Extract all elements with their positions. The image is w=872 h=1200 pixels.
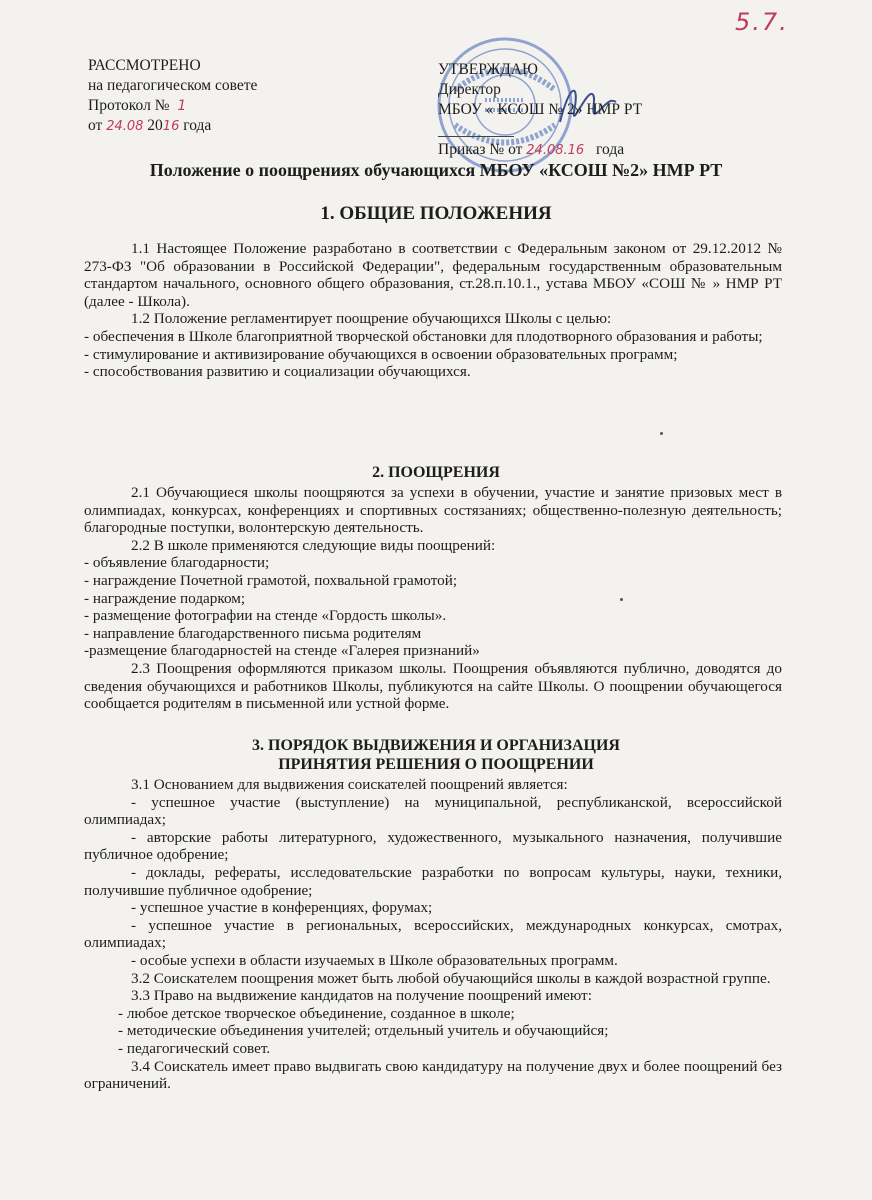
- section1-paragraph-1-1: 1.1 Настоящее Положение разработано в соответствии с Федеральным законом от 29.12.2012 № 273-ФЗ "Об образовании в Российской Федерации", федеральным государственным образовательным стандартом начального, основного общего образования, ст.28.п.10.1., устава МБОУ «СОШ № » НМР РТ (далее - Школа).: [84, 240, 782, 310]
- order-line: Приказ № от 24.08.16 года: [438, 141, 625, 158]
- council-label: на педагогическом совете: [88, 77, 258, 94]
- list-item: - награждение Почетной грамотой, похвальной грамотой;: [84, 571, 458, 589]
- protocol-number-handwritten: 1: [177, 98, 187, 114]
- protocol-line: Протокол № 1: [88, 97, 187, 114]
- section1-body: [84, 240, 782, 381]
- section3-body: [84, 776, 782, 1093]
- paper-speck: [620, 598, 623, 601]
- section3-heading: 3. ПОРЯДОК ВЫДВИЖЕНИЯ И ОРГАНИЗАЦИЯ ПРИНЯТИЯ РЕШЕНИЯ О ПООЩРЕНИИ: [252, 737, 620, 773]
- order-date-handwritten: 24.08.16: [526, 143, 585, 158]
- list-item: - обеспечения в Школе благоприятной творческой обстановки для плодотворного образования и работы;: [84, 327, 763, 345]
- list-item: - способствования развитию и социализации обучающихся.: [84, 363, 471, 381]
- section3-paragraph-3-2: 3.2 Соискателем поощрения может быть любой обучающийся школы в каждой возрастной группе.: [131, 969, 771, 987]
- director-label: Директор: [438, 81, 501, 98]
- list-item: - успешное участие (выступление) на муниципальной, республиканской, всероссийской олимпиадах;: [84, 793, 782, 829]
- list-item: - методические объединения учителей; отдельный учитель и обучающийся;: [118, 1022, 609, 1040]
- list-item: - любое детское творческое объединение, созданное в школе;: [118, 1004, 515, 1022]
- section2-paragraph-2-1: 2.1 Обучающиеся школы поощряются за успехи в обучении, участие и занятие призовых мест в олимпиадах, конкурсах, конференциях и спортивных состязаниях; общественно-полезную деятельность; благородные поступки, волонтерскую деятельность.: [84, 484, 782, 537]
- approve-label: УТВЕРЖДАЮ: [438, 61, 538, 78]
- approval-block-right: [438, 60, 642, 160]
- list-item: - авторские работы литературного, художественного, музыкального назначения, получившие публичное одобрение;: [84, 828, 782, 864]
- section1-paragraph-1-2: 1.2 Положение регламентирует поощрение обучающихся Школы с целью:: [131, 310, 612, 328]
- section2-paragraph-2-3: 2.3 Поощрения оформляются приказом школы. Поощрения объявляются публично, доводятся до сведения обучающихся и работников Школы, публикуются на сайте Школы. О поощрении обучающегося сообщается родителям в письменной или устной форме.: [84, 659, 782, 713]
- handwritten-page-number: 5.7.: [735, 8, 789, 36]
- protocol-year-handwritten: 16: [162, 119, 180, 134]
- list-item: - особые успехи в области изучаемых в Школе образовательных программ.: [131, 951, 618, 969]
- section3-paragraph-3-3: 3.3 Право на выдвижение кандидатов на получение поощрений имеют:: [131, 987, 592, 1005]
- paper-speck: [660, 432, 663, 435]
- section3-paragraph-3-4: 3.4 Соискатель имеет право выдвигать свою кандидатуру на получение двух и более поощрений без ограничений.: [84, 1057, 782, 1093]
- list-item: - награждение подарком;: [84, 589, 246, 607]
- section2-paragraph-2-2: 2.2 В школе применяются следующие виды поощрений:: [131, 536, 496, 554]
- section1-heading: 1. ОБЩИЕ ПОЛОЖЕНИЯ: [320, 203, 552, 224]
- list-item: - объявление благодарности;: [84, 554, 270, 572]
- list-item: - размещение фотографии на стенде «Гордость школы».: [84, 607, 447, 625]
- section3-paragraph-3-1: 3.1 Основанием для выдвижения соискателей поощрений является:: [131, 776, 568, 793]
- list-item: - успешное участие в региональных, всероссийских, международных конкурсах, смотрах, олимпиадах;: [84, 916, 782, 952]
- signature-line: [438, 136, 514, 137]
- reviewed-label: РАССМОТРЕНО: [88, 57, 201, 74]
- list-item: - направление благодарственного письма родителям: [84, 624, 422, 642]
- protocol-date-handwritten: 24.08: [106, 119, 144, 134]
- list-item: -размещение благодарностей на стенде «Галерея признаний»: [84, 642, 480, 660]
- section2-heading: 2. ПООЩРЕНИЯ: [372, 464, 500, 481]
- approval-block-left: [88, 56, 257, 137]
- list-item: - доклады, рефераты, исследовательские разработки по вопросам культуры, науки, техники, получившие публичное одобрение;: [84, 863, 782, 899]
- list-item: - успешное участие в конференциях, форумах;: [131, 899, 433, 917]
- list-item: - стимулирование и активизирование обучающихся в освоении образовательных программ;: [84, 345, 678, 363]
- section2-body: [84, 484, 782, 713]
- protocol-date-line: от 24.08 2016 года: [88, 117, 212, 134]
- school-label: МБОУ « КСОШ № 2» НМР РТ: [438, 101, 643, 118]
- list-item: - педагогический совет.: [118, 1039, 271, 1057]
- document-title: Положение о поощрениях обучающихся МБОУ «КСОШ №2» НМР РТ: [149, 160, 723, 180]
